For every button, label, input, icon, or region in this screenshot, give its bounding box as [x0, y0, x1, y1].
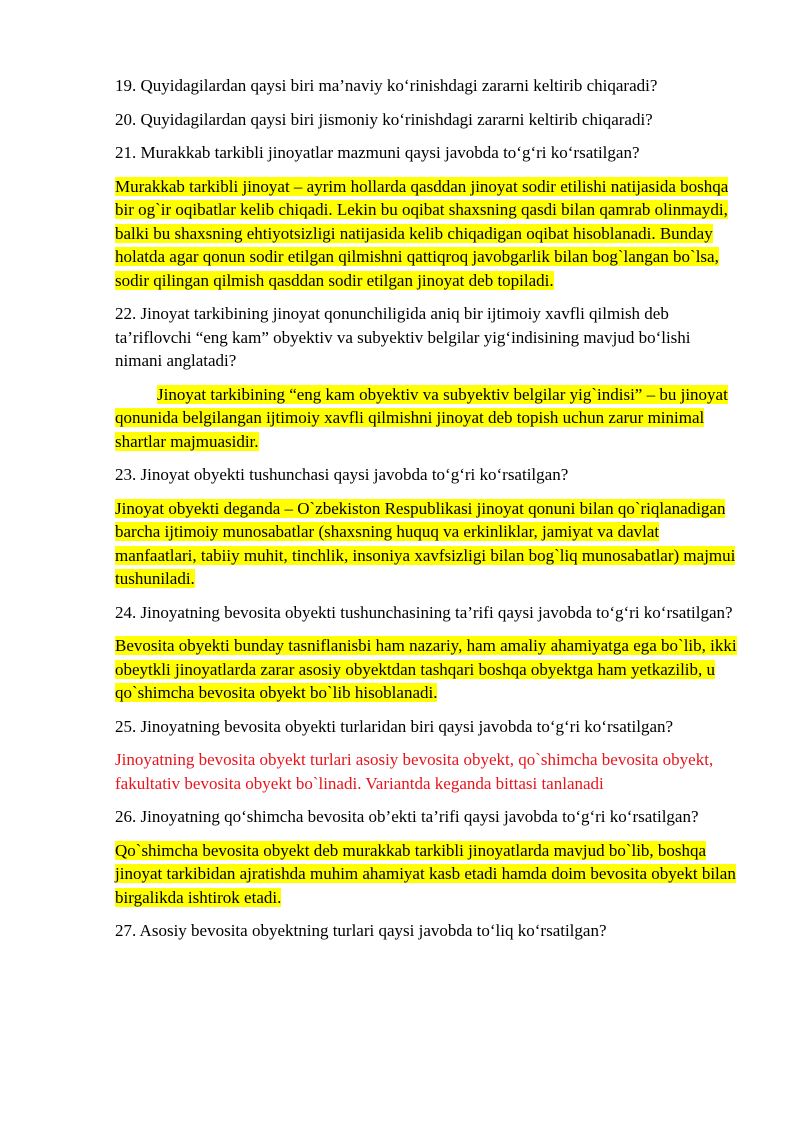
answer-24-text: Bevosita obyekti bunday tasniflanisbi ham nazariy, ham amaliy ahamiyatga ega bo`lib, ikki obeytkli jinoyatlarda zarar asosiy obyektdan tashqari boshqa obyektga ham yetkazilib, u qo`shimcha bevosita obyekt bo`lib hisoblanadi. — [115, 636, 737, 702]
question-24: 24. Jinoyatning bevosita obyekti tushunchasining ta’rifi qaysi javobda to‘g‘ri ko‘rsatilgan? — [115, 602, 733, 622]
answer-26 — [115, 839, 740, 910]
question-22: 22. Jinoyat tarkibining jinoyat qonunchiligida aniq bir ijtimoiy xavfli qilmish deb ta’riflovchi “eng kam” obyektiv va subyektiv belgilar yig‘indisining mavjud bo‘lishi nimani anglatadi? — [115, 304, 691, 370]
answer-24 — [115, 634, 740, 705]
answer-21 — [115, 175, 740, 293]
question-26: 26. Jinoyatning qo‘shimcha bevosita ob’ekti ta’rifi qaysi javobda to‘g‘ri ko‘rsatilgan? — [115, 807, 699, 826]
document-page — [115, 74, 740, 953]
question-20: 20. Quyidagilardan qaysi biri jismoniy ko‘rinishdagi zararni keltirib chiqaradi? — [115, 109, 653, 129]
answer-25: Jinoyatning bevosita obyekt turlari asosiy bevosita obyekt, qo`shimcha bevosita obyekt, fakultativ bevosita obyekt bo`linadi. Variantda keganda bittasi tanlanadi — [115, 750, 714, 793]
question-27: 27. Asosiy bevosita obyektning turlari qaysi javobda to‘liq ko‘rsatilgan? — [115, 921, 607, 940]
question-21: 21. Murakkab tarkibli jinoyatlar mazmuni qaysi javobda to‘g‘ri ko‘rsatilgan? — [115, 143, 640, 162]
question-25: 25. Jinoyatning bevosita obyekti turlaridan biri qaysi javobda to‘g‘ri ko‘rsatilgan? — [115, 716, 674, 736]
answer-22-text: Jinoyat tarkibining “eng kam obyektiv va subyektiv belgilar yig`indisi” – bu jinoyat qonunida belgilangan ijtimoiy xavfli qilmishni jinoyat deb topish uchun zarur minimal shartlar majmuasidir. — [115, 384, 728, 451]
answer-23-text: Jinoyat obyekti deganda – O`zbekiston Respublikasi jinoyat qonuni bilan qo`riqlanadigan barcha ijtimoiy munosabatlar (shaxsning huquq va erkinliklar, jamiyat va davlat manfaatlari, tabiiy muhit, tinchlik, insoniya xavfsizligi bilan bog`liq munosabatlar) majmui tushuniladi. — [115, 498, 736, 588]
answer-21-text: Murakkab tarkibli jinoyat – ayrim hollarda qasddan jinoyat sodir etilishi natijasida boshqa bir og`ir oqibatlar kelib chiqadi. Lekin bu oqibat shaxsning qasdi bilan qamrab olinmaydi, balki bu shaxsning ehtiyotsizligi natijasida kelib chiqadigan oqibat hisoblanadi. Bunday holatda agar qonun sodir etilgan qilmishni qattiqroq javobgarlik bilan bog`langan bo`lsa, sodir qilingan qilmish qasddan sodir etilgan jinoyat deb topiladi. — [115, 176, 729, 290]
question-19: 19. Quyidagilardan qaysi biri ma’naviy ko‘rinishdagi zararni keltirib chiqaradi? — [115, 76, 658, 95]
answer-26-text: Qo`shimcha bevosita obyekt deb murakkab tarkibli jinoyatlarda mavjud bo`lib, boshqa jinoyat tarkibidan ajratishda muhim ahamiyat kasb etadi hamda doim bevosita obyekt bilan birgalikda ishtirok etadi. — [115, 840, 736, 907]
question-23: 23. Jinoyat obyekti tushunchasi qaysi javobda to‘g‘ri ko‘rsatilgan? — [115, 465, 569, 484]
answer-23 — [115, 497, 740, 591]
answer-22 — [115, 383, 740, 454]
